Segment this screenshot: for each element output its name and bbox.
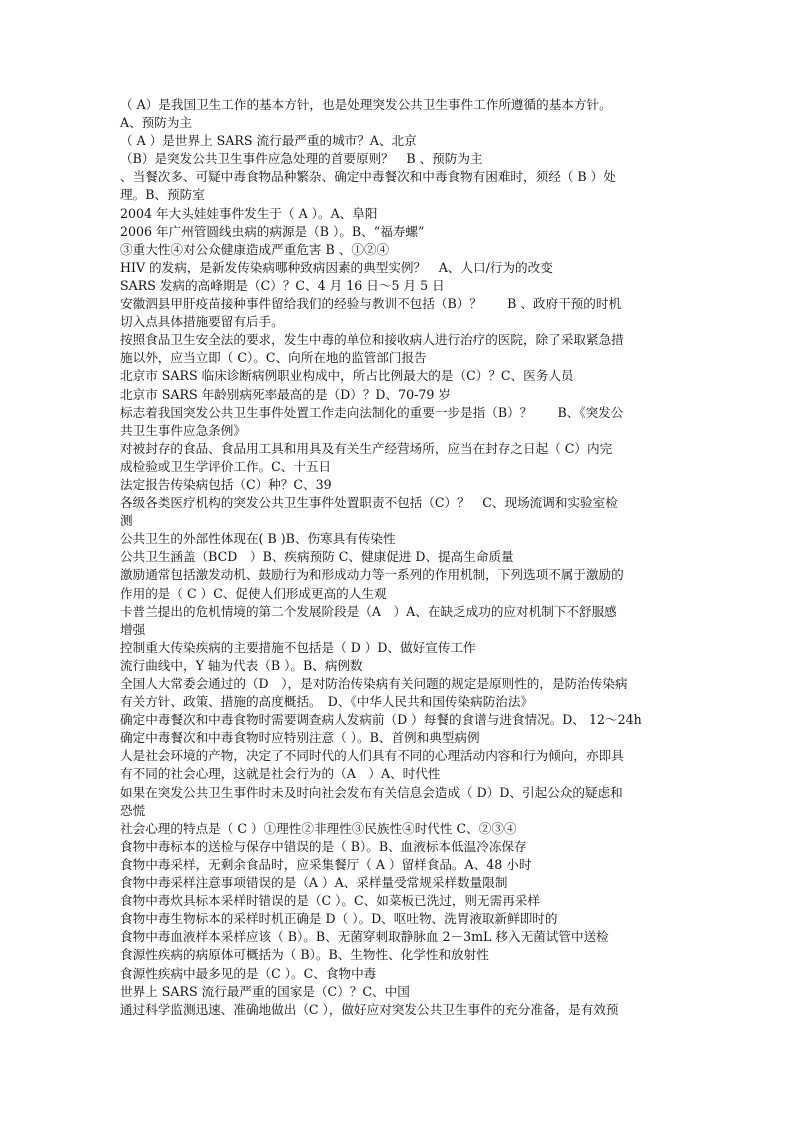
text-line: ③重大性④对公众健康造成严重危害 B 、①②④ (120, 241, 390, 257)
text-line: 全国人大常委会通过的（D ），是对防治传染病有关问题的规定是原则性的，是防治传染病 (120, 676, 628, 691)
text-line: 社会心理的特点是（ C ）①理性②非理性③民族性④时代性 C、②③④ (120, 820, 517, 836)
text-line: 食物中毒采样注意事项错误的是（A ）A、采样量受常规采样数量限制 (120, 875, 508, 891)
text-line: 确定中毒餐次和中毒食物时应特别注意（ ）。B、首例和典型病例 (120, 730, 480, 746)
text-line: 食物中毒炊具标本采样时错误的是（C ）。C、如菜板已洗过，则无需再采样 (120, 893, 540, 909)
text-line: 成检验或卫生学评价工作。C、十五日 (120, 458, 332, 474)
text-line: 食源性疾病的病原体可概括为（ B）。B、生物性、化学性和放射性 (120, 947, 489, 963)
text-line: 理。B、预防室 (120, 187, 205, 203)
text-line: 公共卫生的外部性体现在( B )B、伤寒具有传染性 (120, 531, 396, 547)
text-line: 卡普兰提出的危机情境的第二个发展阶段是（A ）A、在缺乏成功的应对机制下不舒服感 (120, 603, 617, 619)
text-line: 食源性疾病中最多见的是（C ）。C、食物中毒 (120, 965, 377, 981)
text-line: 增强 (120, 621, 146, 637)
text-line: 法定报告传染病包括（C）种？C、39 (120, 476, 332, 492)
text-line: HIV 的发病，是新发传染病哪种致病因素的典型实例？ A、人口/行为的改变 (120, 259, 553, 275)
text-line: 食物中毒生物标本的采样时机正确是 D（ ）。D、呕吐物、洗胃液取新鲜即时的 (120, 911, 558, 927)
text-line: 通过科学监测迅速、准确地做出（C ），做好应对突发公共卫生事件的充分准备，是有效预 (120, 1001, 619, 1017)
text-line: 人是社会环境的产物，决定了不同时代的人们具有不同的心理活动内容和行为倾向，亦即具 (120, 748, 624, 764)
text-line: 各级各类医疗机构的突发公共卫生事件处置职责不包括（C）？ C、现场流调和实验室检 (120, 495, 618, 511)
text-line: 控制重大传染疾病的主要措施不包括是（ D ）D、做好宣传工作 (120, 639, 476, 655)
document-body (120, 96, 682, 1019)
text-line: 如果在突发公共卫生事件时未及时向社会发布有关信息会造成（ D）D、引起公众的疑虑和 (120, 784, 623, 800)
text-line: 作用的是（ C ）C、促使人们形成更高的人生观 (120, 585, 387, 601)
text-line: 标志着我国突发公共卫生事件处置工作走向法制化的重要一步是指（B）？ B、《突发公 (120, 404, 624, 420)
text-line: 安徽泗县甲肝疫苗接种事件留给我们的经验与教训不包括（B）？ B 、政府干预的时机 (120, 296, 622, 312)
text-line: 恐慌 (120, 802, 146, 818)
text-line: A、预防为主 (120, 115, 193, 131)
text-line: 有关方针、政策、措施的高度概括。 D、《中华人民共和国传染病防治法》 (120, 694, 534, 710)
text-line: 公共卫生涵盖（BCD ）B、疾病预防 C、健康促进 D、提高生命质量 (120, 549, 514, 565)
text-line: （B）是突发公共卫生事件应急处理的首要原则？ B 、预防为主 (120, 151, 483, 167)
text-line: 流行曲线中，Y 轴为代表（B ）。B、病例数 (120, 657, 363, 673)
text-line: 切入点具体措施要留有后手。 (120, 314, 284, 330)
text-line: 世界上 SARS 流行最严重的国家是（C）？C、中国 (120, 983, 410, 999)
text-line: SARS 发病的高峰期是（C）？C、4 月 16 日～5 月 5 日 (120, 277, 445, 293)
text-line: 食物中毒采样，无剩余食品时，应采集餐厅（ A ）留样食品。A、48 小时 (120, 856, 532, 872)
text-line: 测 (120, 513, 133, 529)
text-line: 有不同的社会心理，这就是社会行为的（A ）A、时代性 (120, 766, 441, 782)
text-line: 2006 年广州管圆线虫病的病源是（B ）。B、“福寿螺” (120, 223, 425, 239)
text-line: 共卫生事件应急条例》 (120, 422, 246, 438)
text-line: 北京市 SARS 年龄别病死率最高的是（D）？D、70-79 岁 (120, 386, 452, 402)
text-line: （ A）是我国卫生工作的基本方针，也是处理突发公共卫生事件工作所遵循的基本方针。 (120, 97, 612, 112)
text-line: 激励通常包括激发动机、鼓励行为和形成动力等一系列的作用机制，下列选项不属于激励的 (120, 567, 624, 583)
text-line: 食物中毒标本的送检与保存中错误的是（ B）。B、血液标本低温冷冻保存 (120, 838, 527, 854)
text-line: （ A ）是世界上 SARS 流行最严重的城市？A、北京 (120, 133, 417, 149)
text-line: 食物中毒血液样本采样应该（ B）。B、无菌穿刺取静脉血 2－3mL 移入无菌试管中送检 (120, 929, 609, 945)
text-line: 对被封存的食品、食品用工具和用具及有关生产经营场所，应当在封存之日起（ C）内完 (120, 440, 613, 456)
text-line: 北京市 SARS 临床诊断病例职业构成中，所占比例最大的是（C）？C、医务人员 (120, 368, 574, 384)
text-line: 2004 年大头娃娃事件发生于（ A ）。A、阜阳 (120, 205, 378, 221)
text-line: 按照食品卫生安全法的要求，发生中毒的单位和接收病人进行治疗的医院，除了采取紧急措 (120, 332, 624, 348)
text-line: 施以外，应当立即（ C）。C、向所在地的监管部门报告 (120, 350, 427, 366)
text-line: 确定中毒餐次和中毒食物时需要调查病人发病前（D ）每餐的食谱与进食情况。D、 12～24h (120, 712, 642, 728)
text-line: 、当餐次多、可疑中毒食物品种繁杂、确定中毒餐次和中毒食物有困难时，须经（ B ）处 (120, 169, 616, 185)
